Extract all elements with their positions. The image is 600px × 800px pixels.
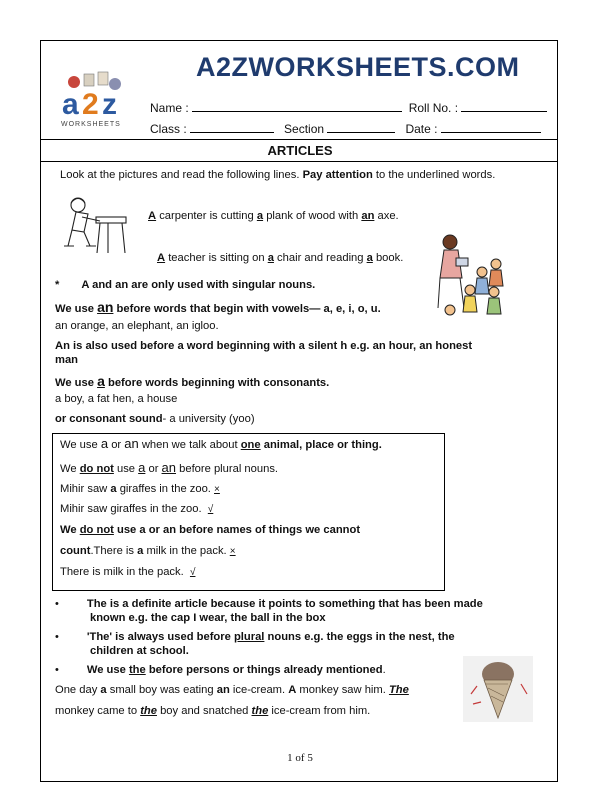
box-line-3: Mihir saw a giraffes in the zoo. ×	[60, 483, 220, 495]
page-title: ARTICLES	[267, 143, 333, 158]
rule-an-examples: an orange, an elephant, an igloo.	[55, 320, 219, 332]
roll-label: Roll No. :	[408, 101, 459, 115]
box-line-6: count.There is a milk in the pack. ×	[60, 545, 236, 557]
svg-text:z: z	[102, 88, 117, 121]
section-label: Section	[284, 122, 325, 136]
site-title: A2ZWORKSHEETS.COM	[196, 52, 520, 82]
teacher-illustration	[430, 230, 510, 322]
intro-line: Look at the pictures and read the following lines. Pay attention to the underlined words.	[60, 169, 496, 181]
rule-a-examples: a boy, a fat hen, a house	[55, 393, 178, 405]
title-divider	[40, 161, 558, 162]
name-label: Name :	[150, 101, 189, 115]
wrong-mark: ×	[229, 546, 236, 557]
bullet-definite: • The is a definite article because it points to something that has been made	[55, 598, 483, 610]
box-line-4: Mihir saw giraffes in the zoo. √	[60, 503, 214, 515]
rule-a-consonants: We use a before words beginning with consonants.	[55, 373, 330, 389]
right-mark: √	[207, 504, 214, 515]
rule-an-vowels: We use an before words that begin with vowels— a, e, i, o, u.	[55, 299, 381, 315]
rule-consonant-sound: or consonant sound- a university (yoo)	[55, 413, 255, 425]
rule-silent-h-cont: man	[55, 354, 79, 366]
story-line-1: One day a small boy was eating an ice-cream. A monkey saw him. The	[55, 684, 409, 696]
class-row	[150, 120, 541, 136]
class-label: Class :	[150, 122, 187, 136]
header-divider	[40, 139, 558, 140]
bullet-definite-cont: known e.g. the cap I wear, the ball in the box	[90, 612, 326, 624]
date-field[interactable]	[441, 120, 541, 133]
roll-field[interactable]	[461, 99, 547, 112]
section-field[interactable]	[327, 120, 395, 133]
date-label: Date :	[405, 122, 438, 136]
svg-text:2: 2	[82, 88, 99, 121]
carpenter-illustration	[60, 193, 132, 259]
rule-singular: * A and an are only used with singular nouns.	[55, 279, 316, 291]
story-line-2: monkey came to the boy and snatched the ice-cream from him.	[55, 705, 371, 717]
box-line-7: There is milk in the pack. √	[60, 566, 196, 578]
svg-text:a: a	[62, 88, 79, 121]
box-line-1: We use a or an when we talk about one animal, place or thing.	[60, 436, 382, 451]
bullet-plural: • 'The' is always used before plural nouns e.g. the eggs in the nest, the	[55, 631, 455, 643]
a2z-logo	[60, 70, 134, 128]
class-field[interactable]	[190, 120, 274, 133]
bullet-plural-cont: children at school.	[90, 645, 189, 657]
page-number: 1 of 5	[287, 752, 313, 764]
name-field[interactable]	[192, 99, 402, 112]
example-line-1: A carpenter is cutting a plank of wood with an axe.	[148, 210, 399, 222]
rule-silent-h: An is also used before a word beginning with a silent h e.g. an hour, an honest	[55, 340, 473, 352]
name-row	[150, 99, 547, 115]
right-mark: √	[189, 567, 196, 578]
svg-text:WORKSHEETS: WORKSHEETS	[61, 121, 121, 128]
example-line-2: A teacher is sitting on a chair and reading a book.	[157, 252, 404, 264]
ice-cream-illustration	[463, 656, 533, 722]
box-line-2: We do not use a or an before plural nouns.	[60, 460, 279, 475]
wrong-mark: ×	[214, 484, 220, 495]
box-line-5: We do not use a or an before names of things we cannot	[60, 524, 361, 536]
bullet-mentioned: • We use the before persons or things already mentioned.	[55, 664, 386, 676]
